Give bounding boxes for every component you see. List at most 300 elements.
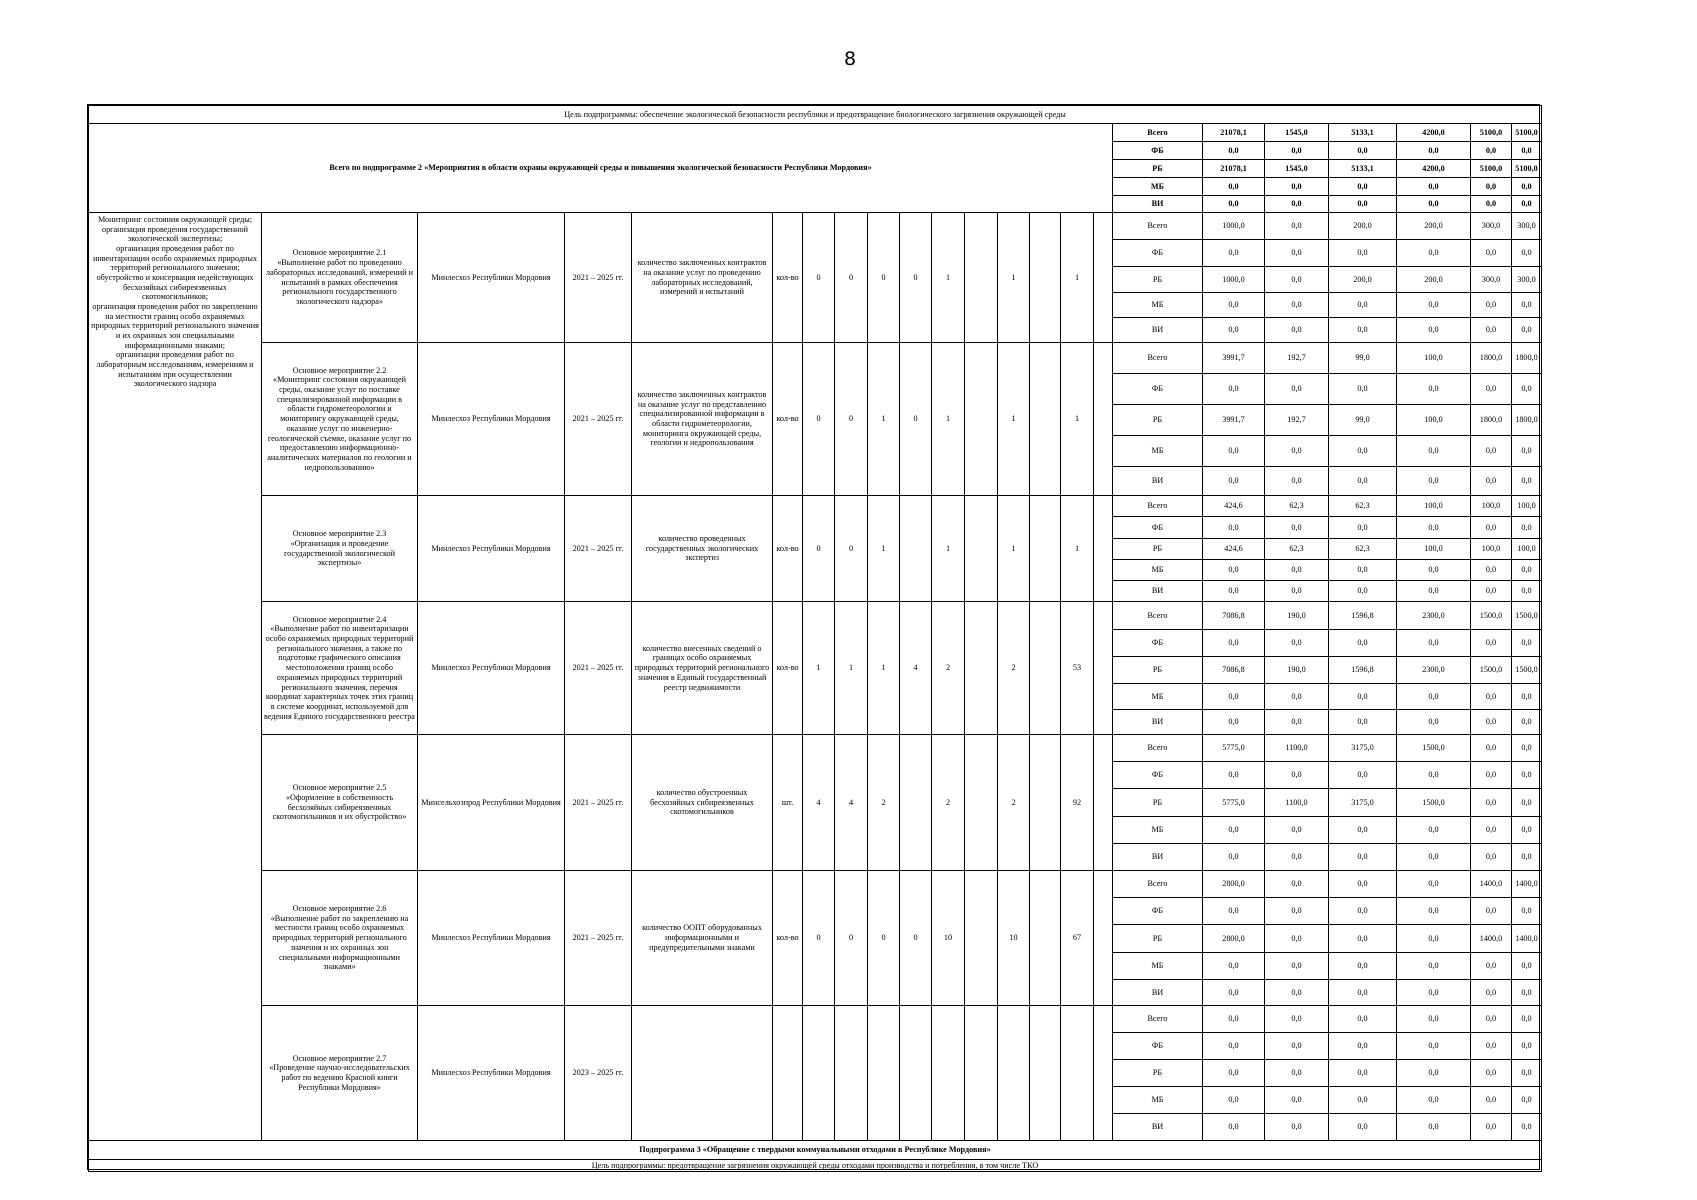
amount-cell: 0,0 bbox=[1328, 1086, 1397, 1114]
amount-cell: 1000,0 bbox=[1202, 266, 1265, 293]
indicator-value bbox=[1093, 734, 1113, 871]
amount-cell: 0,0 bbox=[1328, 292, 1397, 318]
amount-cell: 21078,1 bbox=[1202, 159, 1265, 178]
indicator-value bbox=[1093, 212, 1113, 343]
funding-source: Всего bbox=[1112, 734, 1203, 762]
amount-cell: 1500,0 bbox=[1470, 601, 1512, 630]
amount-cell: 0,0 bbox=[1396, 1113, 1471, 1141]
amount-cell: 100,0 bbox=[1511, 538, 1542, 560]
amount-cell: 0,0 bbox=[1396, 435, 1471, 467]
amount-cell: 0,0 bbox=[1470, 952, 1512, 980]
amount-cell: 5775,0 bbox=[1202, 788, 1265, 817]
amount-cell: 0,0 bbox=[1470, 292, 1512, 318]
indicator: количество заключенных контрактов на оказание услуг по проведению лабораторных исследований, измерений и испытаний bbox=[631, 212, 773, 343]
indicator-value bbox=[1093, 495, 1113, 602]
amount-cell: 0,0 bbox=[1396, 580, 1471, 602]
unit: кол-во bbox=[772, 342, 803, 496]
amount-cell: 1800,0 bbox=[1470, 404, 1512, 436]
amount-cell: 0,0 bbox=[1264, 870, 1329, 898]
indicator-value: 1 bbox=[997, 342, 1030, 496]
indicator-value bbox=[1093, 601, 1113, 735]
amount-cell: 0,0 bbox=[1202, 435, 1265, 467]
amount-cell: 1100,0 bbox=[1264, 788, 1329, 817]
amount-cell: 0,0 bbox=[1328, 141, 1397, 160]
amount-cell: 0,0 bbox=[1470, 709, 1512, 735]
indicator-value: 2 bbox=[931, 734, 965, 871]
funding-source: ФБ bbox=[1112, 141, 1203, 160]
indicator-value: 1 bbox=[931, 342, 965, 496]
indicator-value bbox=[1060, 1005, 1094, 1141]
funding-source: ВИ bbox=[1112, 466, 1203, 496]
amount-cell: 1545,0 bbox=[1264, 123, 1329, 142]
activity-name: Основное мероприятие 2.3 «Организация и проведение государственной экологической экспертизы» bbox=[261, 495, 418, 602]
amount-cell: 0,0 bbox=[1396, 816, 1471, 844]
funding-source: ФБ bbox=[1112, 1032, 1203, 1060]
amount-cell: 2800,0 bbox=[1202, 870, 1265, 898]
indicator-value bbox=[1093, 342, 1113, 496]
amount-cell: 62,3 bbox=[1264, 495, 1329, 517]
amount-cell: 0,0 bbox=[1264, 629, 1329, 657]
goal-row: Цель подпрограммы: предотвращение загрязнения окружающей среды отходами производства и потребления, в том числе ТКО bbox=[88, 1159, 1542, 1172]
executor: Минсельхозпрод Республики Мордовия bbox=[417, 734, 565, 871]
indicator-value bbox=[1029, 1005, 1061, 1141]
indicator-value: 1 bbox=[997, 212, 1030, 343]
amount-cell: 5100,0 bbox=[1470, 159, 1512, 178]
amount-cell: 1500,0 bbox=[1511, 656, 1542, 684]
indicator-value: 0 bbox=[834, 212, 868, 343]
indicator-value: 0 bbox=[802, 212, 835, 343]
funding-source: МБ bbox=[1112, 1086, 1203, 1114]
amount-cell: 0,0 bbox=[1470, 1059, 1512, 1087]
indicator-value: 53 bbox=[1060, 601, 1094, 735]
amount-cell: 192,7 bbox=[1264, 404, 1329, 436]
amount-cell: 0,0 bbox=[1511, 559, 1542, 581]
amount-cell: 0,0 bbox=[1328, 870, 1397, 898]
amount-cell: 0,0 bbox=[1396, 761, 1471, 789]
amount-cell: 0,0 bbox=[1202, 580, 1265, 602]
amount-cell: 0,0 bbox=[1511, 1005, 1542, 1033]
amount-cell: 0,0 bbox=[1470, 373, 1512, 405]
amount-cell: 0,0 bbox=[1511, 195, 1542, 213]
amount-cell: 0,0 bbox=[1202, 816, 1265, 844]
funding-source: ФБ bbox=[1112, 373, 1203, 405]
amount-cell: 0,0 bbox=[1328, 1113, 1397, 1141]
amount-cell: 192,7 bbox=[1264, 342, 1329, 374]
funding-source: РБ bbox=[1112, 924, 1203, 953]
amount-cell: 1400,0 bbox=[1511, 870, 1542, 898]
amount-cell: 0,0 bbox=[1511, 952, 1542, 980]
amount-cell: 0,0 bbox=[1264, 1032, 1329, 1060]
amount-cell: 0,0 bbox=[1328, 897, 1397, 925]
amount-cell: 0,0 bbox=[1470, 788, 1512, 817]
indicator-value: 1 bbox=[931, 212, 965, 343]
indicator-value bbox=[964, 734, 998, 871]
amount-cell: 0,0 bbox=[1264, 580, 1329, 602]
indicator-value: 1 bbox=[1060, 495, 1094, 602]
amount-cell: 0,0 bbox=[1511, 435, 1542, 467]
executor: Минлесхоз Республики Мордовия bbox=[417, 1005, 565, 1141]
amount-cell: 0,0 bbox=[1328, 709, 1397, 735]
indicator-value bbox=[1093, 1005, 1113, 1141]
amount-cell: 0,0 bbox=[1328, 435, 1397, 467]
indicator-value: 1 bbox=[997, 495, 1030, 602]
amount-cell: 0,0 bbox=[1202, 292, 1265, 318]
funding-source: Всего bbox=[1112, 342, 1203, 374]
amount-cell: 0,0 bbox=[1264, 559, 1329, 581]
indicator: количество ООПТ оборудованных информационными и предупредительными знаками bbox=[631, 870, 773, 1006]
amount-cell: 0,0 bbox=[1511, 709, 1542, 735]
amount-cell: 0,0 bbox=[1470, 239, 1512, 267]
amount-cell: 3175,0 bbox=[1328, 788, 1397, 817]
amount-cell: 0,0 bbox=[1511, 1113, 1542, 1141]
amount-cell: 0,0 bbox=[1264, 816, 1329, 844]
amount-cell: 0,0 bbox=[1396, 292, 1471, 318]
amount-cell: 0,0 bbox=[1470, 195, 1512, 213]
amount-cell: 0,0 bbox=[1470, 683, 1512, 710]
amount-cell: 0,0 bbox=[1328, 195, 1397, 213]
funding-source: Всего bbox=[1112, 495, 1203, 517]
amount-cell: 0,0 bbox=[1470, 559, 1512, 581]
amount-cell: 300,0 bbox=[1511, 212, 1542, 240]
indicator-value bbox=[931, 1005, 965, 1141]
amount-cell: 3175,0 bbox=[1328, 734, 1397, 762]
amount-cell: 0,0 bbox=[1470, 141, 1512, 160]
indicator-value: 92 bbox=[1060, 734, 1094, 871]
program-table bbox=[87, 104, 1540, 1170]
period: 2021 – 2025 гг. bbox=[564, 870, 632, 1006]
amount-cell: 0,0 bbox=[1470, 1005, 1512, 1033]
amount-cell: 190,0 bbox=[1264, 601, 1329, 630]
amount-cell: 0,0 bbox=[1264, 435, 1329, 467]
funding-source: РБ bbox=[1112, 538, 1203, 560]
funding-source: МБ bbox=[1112, 683, 1203, 710]
amount-cell: 0,0 bbox=[1511, 1032, 1542, 1060]
executor: Минлесхоз Республики Мордовия bbox=[417, 212, 565, 343]
funding-source: ВИ bbox=[1112, 843, 1203, 871]
amount-cell: 0,0 bbox=[1202, 317, 1265, 343]
amount-cell: 0,0 bbox=[1264, 924, 1329, 953]
amount-cell: 0,0 bbox=[1396, 373, 1471, 405]
amount-cell: 0,0 bbox=[1328, 979, 1397, 1006]
amount-cell: 1800,0 bbox=[1511, 404, 1542, 436]
indicator-value: 0 bbox=[899, 870, 932, 1006]
indicator-value: 1 bbox=[834, 601, 868, 735]
amount-cell: 0,0 bbox=[1264, 1086, 1329, 1114]
amount-cell: 0,0 bbox=[1511, 683, 1542, 710]
funding-source: ВИ bbox=[1112, 580, 1203, 602]
amount-cell: 0,0 bbox=[1396, 195, 1471, 213]
indicator-value bbox=[1093, 870, 1113, 1006]
amount-cell: 0,0 bbox=[1396, 683, 1471, 710]
indicator-value bbox=[867, 1005, 900, 1141]
funding-source: МБ bbox=[1112, 292, 1203, 318]
amount-cell: 0,0 bbox=[1511, 734, 1542, 762]
amount-cell: 0,0 bbox=[1396, 629, 1471, 657]
amount-cell: 0,0 bbox=[1511, 516, 1542, 539]
amount-cell: 1800,0 bbox=[1470, 342, 1512, 374]
amount-cell: 0,0 bbox=[1511, 897, 1542, 925]
amount-cell: 100,0 bbox=[1396, 404, 1471, 436]
amount-cell: 3991,7 bbox=[1202, 404, 1265, 436]
amount-cell: 0,0 bbox=[1511, 177, 1542, 196]
amount-cell: 0,0 bbox=[1396, 709, 1471, 735]
amount-cell: 424,6 bbox=[1202, 495, 1265, 517]
amount-cell: 0,0 bbox=[1264, 317, 1329, 343]
amount-cell: 0,0 bbox=[1264, 1113, 1329, 1141]
indicator-value: 2 bbox=[997, 734, 1030, 871]
amount-cell: 0,0 bbox=[1511, 466, 1542, 496]
funding-source: ВИ bbox=[1112, 195, 1203, 213]
amount-cell: 5100,0 bbox=[1511, 123, 1542, 142]
indicator-value: 4 bbox=[834, 734, 868, 871]
funding-source: РБ bbox=[1112, 404, 1203, 436]
goal-row: Цель подпрограммы: обеспечение экологической безопасности республики и предотвращение биологического загрязнения окружающей среды bbox=[88, 105, 1542, 124]
amount-cell: 0,0 bbox=[1328, 924, 1397, 953]
funding-source: ФБ bbox=[1112, 629, 1203, 657]
amount-cell: 0,0 bbox=[1328, 761, 1397, 789]
amount-cell: 0,0 bbox=[1202, 683, 1265, 710]
funding-source: ФБ bbox=[1112, 897, 1203, 925]
amount-cell: 0,0 bbox=[1511, 239, 1542, 267]
amount-cell: 0,0 bbox=[1328, 1005, 1397, 1033]
indicator-value: 0 bbox=[834, 342, 868, 496]
indicator-value: 1 bbox=[931, 495, 965, 602]
unit: кол-во bbox=[772, 870, 803, 1006]
amount-cell: 1400,0 bbox=[1511, 924, 1542, 953]
amount-cell: 0,0 bbox=[1328, 1059, 1397, 1087]
funding-source: ФБ bbox=[1112, 761, 1203, 789]
amount-cell: 0,0 bbox=[1511, 1059, 1542, 1087]
amount-cell: 0,0 bbox=[1328, 559, 1397, 581]
amount-cell: 5133,1 bbox=[1328, 123, 1397, 142]
period: 2021 – 2025 гг. bbox=[564, 212, 632, 343]
indicator-value bbox=[899, 734, 932, 871]
activity-name: Основное мероприятие 2.2 «Мониторинг состояния окружающей среды, оказание услуг по поставке специализированной информации в области гидрометеорологии и мониторингу окружающей среды, оказание услуг по инженерно-геологической съемке, оказание услуг по предоставлению информационно-аналитических материалов по геологии и недропользованию» bbox=[261, 342, 418, 496]
amount-cell: 0,0 bbox=[1470, 177, 1512, 196]
amount-cell: 0,0 bbox=[1396, 1005, 1471, 1033]
indicator-value: 2 bbox=[997, 601, 1030, 735]
amount-cell: 0,0 bbox=[1264, 212, 1329, 240]
amount-cell: 0,0 bbox=[1328, 580, 1397, 602]
amount-cell: 0,0 bbox=[1470, 734, 1512, 762]
activity-name: Основное мероприятие 2.7 «Проведение научно-исследовательских работ по ведению Красной книги Республики Мордовия» bbox=[261, 1005, 418, 1141]
amount-cell: 200,0 bbox=[1328, 212, 1397, 240]
amount-cell: 21078,1 bbox=[1202, 123, 1265, 142]
amount-cell: 0,0 bbox=[1264, 177, 1329, 196]
amount-cell: 0,0 bbox=[1264, 843, 1329, 871]
indicator-value: 0 bbox=[899, 342, 932, 496]
funding-source: МБ bbox=[1112, 177, 1203, 196]
amount-cell: 0,0 bbox=[1328, 239, 1397, 267]
amount-cell: 0,0 bbox=[1202, 1086, 1265, 1114]
executor: Минлесхоз Республики Мордовия bbox=[417, 870, 565, 1006]
amount-cell: 5775,0 bbox=[1202, 734, 1265, 762]
amount-cell: 0,0 bbox=[1396, 559, 1471, 581]
amount-cell: 1800,0 bbox=[1511, 342, 1542, 374]
indicator-value: 0 bbox=[834, 495, 868, 602]
indicator-value: 2 bbox=[867, 734, 900, 871]
amount-cell: 0,0 bbox=[1511, 580, 1542, 602]
amount-cell: 300,0 bbox=[1470, 212, 1512, 240]
subprogram-title: Подпрограмма 3 «Обращение с твердыми коммунальными отходами в Республике Мордовия» bbox=[88, 1140, 1542, 1160]
indicator: количество внесенных сведений о границах особо охраняемых природных территорий регионального значения в Единый государственный реестр недвижимости bbox=[631, 601, 773, 735]
amount-cell: 0,0 bbox=[1328, 1032, 1397, 1060]
amount-cell: 3991,7 bbox=[1202, 342, 1265, 374]
amount-cell: 0,0 bbox=[1511, 317, 1542, 343]
amount-cell: 0,0 bbox=[1202, 373, 1265, 405]
funding-source: Всего bbox=[1112, 212, 1203, 240]
amount-cell: 0,0 bbox=[1396, 1086, 1471, 1114]
amount-cell: 0,0 bbox=[1396, 1032, 1471, 1060]
amount-cell: 0,0 bbox=[1264, 1005, 1329, 1033]
amount-cell: 0,0 bbox=[1202, 1005, 1265, 1033]
indicator-value bbox=[802, 1005, 835, 1141]
amount-cell: 0,0 bbox=[1511, 816, 1542, 844]
amount-cell: 100,0 bbox=[1396, 495, 1471, 517]
indicator-value bbox=[899, 495, 932, 602]
amount-cell: 62,3 bbox=[1328, 538, 1397, 560]
amount-cell: 0,0 bbox=[1328, 816, 1397, 844]
unit bbox=[772, 1005, 803, 1141]
amount-cell: 0,0 bbox=[1470, 979, 1512, 1006]
amount-cell: 2300,0 bbox=[1396, 601, 1471, 630]
period: 2021 – 2025 гг. bbox=[564, 495, 632, 602]
amount-cell: 0,0 bbox=[1396, 1059, 1471, 1087]
funding-source: РБ bbox=[1112, 1059, 1203, 1087]
amount-cell: 0,0 bbox=[1202, 979, 1265, 1006]
amount-cell: 5133,1 bbox=[1328, 159, 1397, 178]
indicator-value: 0 bbox=[802, 342, 835, 496]
indicator bbox=[631, 1005, 773, 1141]
amount-cell: 0,0 bbox=[1511, 761, 1542, 789]
amount-cell: 0,0 bbox=[1202, 195, 1265, 213]
amount-cell: 0,0 bbox=[1202, 897, 1265, 925]
amount-cell: 200,0 bbox=[1396, 212, 1471, 240]
amount-cell: 0,0 bbox=[1396, 141, 1471, 160]
amount-cell: 0,0 bbox=[1396, 952, 1471, 980]
funding-source: ВИ bbox=[1112, 1113, 1203, 1141]
amount-cell: 0,0 bbox=[1396, 177, 1471, 196]
indicator-value: 0 bbox=[867, 212, 900, 343]
amount-cell: 200,0 bbox=[1328, 266, 1397, 293]
activity-name: Основное мероприятие 2.6 «Выполнение работ по закреплению на местности границ особо охраняемых природных территорий регионального значения и их охранных зон специальными информационными знаками» bbox=[261, 870, 418, 1006]
unit: шт. bbox=[772, 734, 803, 871]
indicator-value: 0 bbox=[802, 870, 835, 1006]
indicator-value: 10 bbox=[997, 870, 1030, 1006]
indicator-value bbox=[1029, 601, 1061, 735]
amount-cell: 100,0 bbox=[1396, 538, 1471, 560]
indicator-value: 4 bbox=[802, 734, 835, 871]
indicator-value: 67 bbox=[1060, 870, 1094, 1006]
amount-cell: 0,0 bbox=[1264, 897, 1329, 925]
indicator-value: 0 bbox=[867, 870, 900, 1006]
indicator-value bbox=[1029, 870, 1061, 1006]
indicator-value bbox=[964, 1005, 998, 1141]
amount-cell: 7086,8 bbox=[1202, 601, 1265, 630]
amount-cell: 0,0 bbox=[1328, 516, 1397, 539]
executor: Минлесхоз Республики Мордовия bbox=[417, 495, 565, 602]
indicator-value bbox=[1029, 342, 1061, 496]
funding-source: Всего bbox=[1112, 870, 1203, 898]
amount-cell: 0,0 bbox=[1470, 317, 1512, 343]
task-description: Мониторинг состояния окружающей среды; организация проведения государственной экологической экспертизы; организация проведения работ по инвентаризации особо охраняемых природных территорий регионального значения; обустройство и консервация недействующих бесхозяйных сибиреязвенных скотомогильников; организация проведения работ по закреплению на местности границ особо охраняемых природных территорий регионального значения и их охранных зон специальными информационными знаками; организация проведения работ по лабораторным исследованиям, измерениям и испытаниям при осуществлении экологического надзора bbox=[88, 212, 262, 1141]
amount-cell: 0,0 bbox=[1470, 897, 1512, 925]
amount-cell: 0,0 bbox=[1264, 952, 1329, 980]
amount-cell: 5100,0 bbox=[1511, 159, 1542, 178]
indicator-value bbox=[1029, 495, 1061, 602]
amount-cell: 424,6 bbox=[1202, 538, 1265, 560]
amount-cell: 62,3 bbox=[1328, 495, 1397, 517]
amount-cell: 0,0 bbox=[1264, 1059, 1329, 1087]
period: 2021 – 2025 гг. bbox=[564, 601, 632, 735]
amount-cell: 4200,0 bbox=[1396, 123, 1471, 142]
amount-cell: 190,0 bbox=[1264, 656, 1329, 684]
indicator: количество обустроенных бесхозяйных сибиреязвенных скотомогильников bbox=[631, 734, 773, 871]
funding-source: РБ bbox=[1112, 656, 1203, 684]
indicator-value bbox=[997, 1005, 1030, 1141]
period: 2021 – 2025 гг. bbox=[564, 342, 632, 496]
indicator-value bbox=[964, 495, 998, 602]
activity-name: Основное мероприятие 2.5 «Оформление в собственность бесхозяйных сибиреязвенных скотомогильников и их обустройство» bbox=[261, 734, 418, 871]
amount-cell: 0,0 bbox=[1470, 629, 1512, 657]
indicator-value bbox=[964, 342, 998, 496]
amount-cell: 0,0 bbox=[1470, 1113, 1512, 1141]
amount-cell: 0,0 bbox=[1470, 1086, 1512, 1114]
indicator-value bbox=[834, 1005, 868, 1141]
amount-cell: 0,0 bbox=[1202, 1032, 1265, 1060]
amount-cell: 99,0 bbox=[1328, 404, 1397, 436]
amount-cell: 0,0 bbox=[1396, 239, 1471, 267]
activity-name: Основное мероприятие 2.4 «Выполнение работ по инвентаризации особо охраняемых природных территорий регионального значения, а также по подготовке графического описания местоположения границ особо охраняемых природных территорий регионального значения, перечня координат характерных точек этих границ в системе координат, используемой для ведения Единого государственного реестра bbox=[261, 601, 418, 735]
indicator-value: 0 bbox=[802, 495, 835, 602]
funding-source: МБ bbox=[1112, 559, 1203, 581]
amount-cell: 0,0 bbox=[1264, 141, 1329, 160]
amount-cell: 0,0 bbox=[1511, 843, 1542, 871]
amount-cell: 0,0 bbox=[1264, 239, 1329, 267]
page-number: 8 bbox=[843, 48, 857, 70]
funding-source: Всего bbox=[1112, 601, 1203, 630]
amount-cell: 0,0 bbox=[1264, 373, 1329, 405]
amount-cell: 1500,0 bbox=[1396, 734, 1471, 762]
amount-cell: 0,0 bbox=[1328, 629, 1397, 657]
amount-cell: 1545,0 bbox=[1264, 159, 1329, 178]
unit: кол-во bbox=[772, 212, 803, 343]
indicator-value: 4 bbox=[899, 601, 932, 735]
funding-source: Всего bbox=[1112, 123, 1203, 142]
indicator-value bbox=[964, 212, 998, 343]
indicator: количество проведенных государственных экологических экспертиз bbox=[631, 495, 773, 602]
executor: Минлесхоз Республики Мордовия bbox=[417, 601, 565, 735]
indicator-value: 0 bbox=[834, 870, 868, 1006]
indicator-value: 1 bbox=[867, 601, 900, 735]
amount-cell: 0,0 bbox=[1396, 317, 1471, 343]
indicator: количество заключенных контрактов на оказание услуг по представлению специализированной информации в области гидрометеорологии, мониторинга окружающей среды, геологии и недропользования bbox=[631, 342, 773, 496]
indicator-value bbox=[1029, 212, 1061, 343]
funding-source: МБ bbox=[1112, 952, 1203, 980]
amount-cell: 0,0 bbox=[1511, 373, 1542, 405]
amount-cell: 0,0 bbox=[1396, 897, 1471, 925]
amount-cell: 0,0 bbox=[1470, 516, 1512, 539]
funding-source: РБ bbox=[1112, 266, 1203, 293]
amount-cell: 0,0 bbox=[1264, 292, 1329, 318]
indicator-value: 1 bbox=[867, 342, 900, 496]
amount-cell: 0,0 bbox=[1202, 239, 1265, 267]
indicator-value bbox=[899, 1005, 932, 1141]
amount-cell: 0,0 bbox=[1511, 1086, 1542, 1114]
indicator-value bbox=[964, 870, 998, 1006]
amount-cell: 2300,0 bbox=[1396, 656, 1471, 684]
amount-cell: 0,0 bbox=[1470, 843, 1512, 871]
